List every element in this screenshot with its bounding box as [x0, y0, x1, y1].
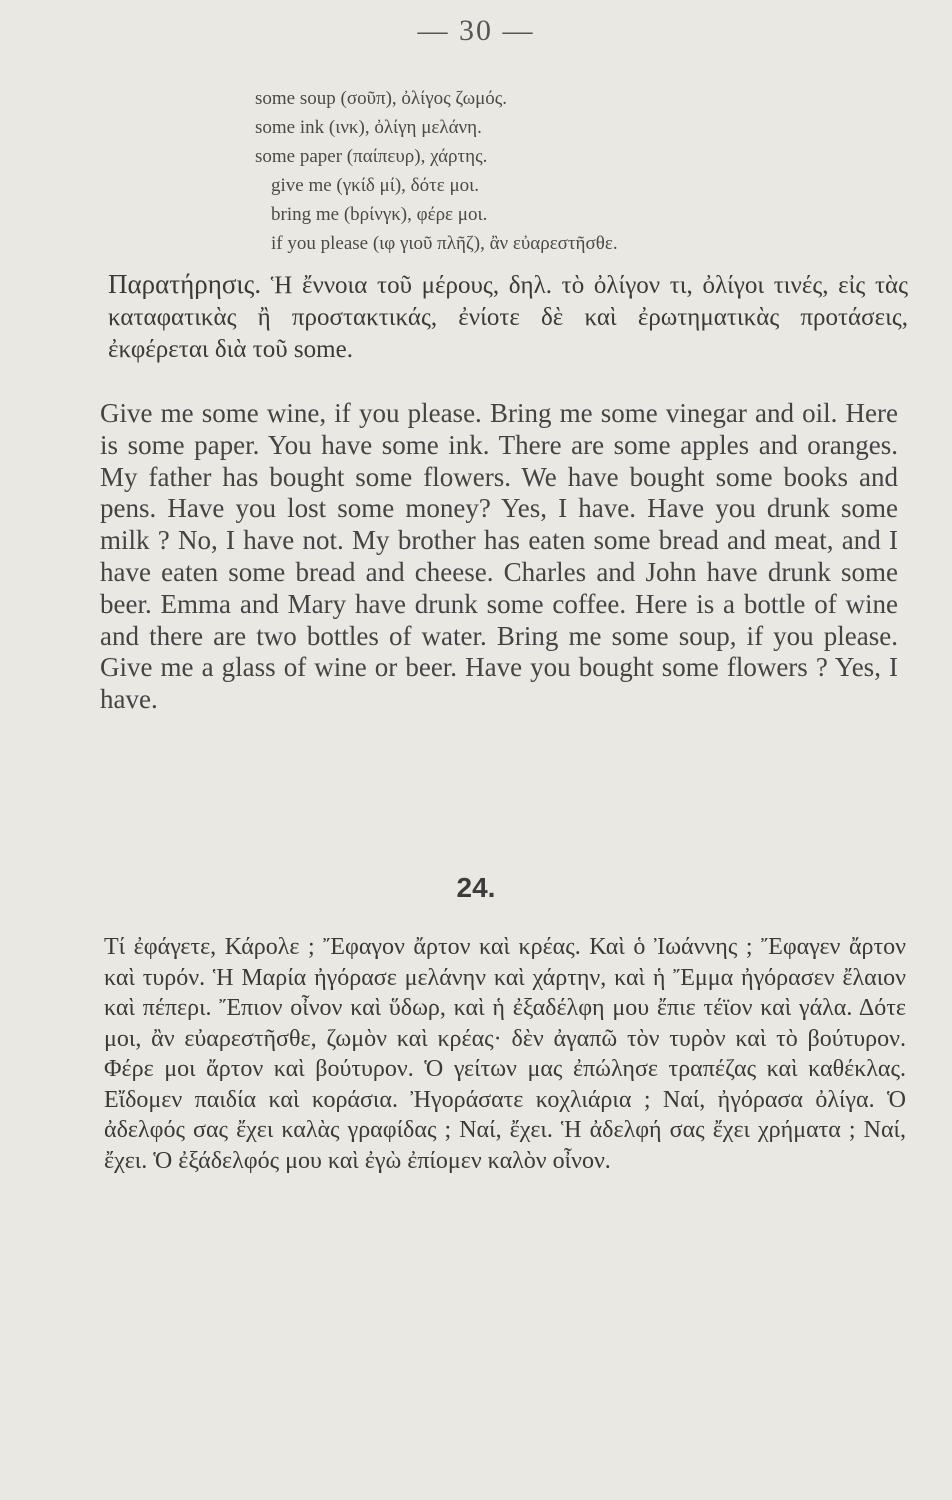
section-number: 24. [456, 872, 496, 903]
note-label: Παρατήρησις. [108, 269, 262, 299]
grammar-note [108, 268, 908, 366]
vocabulary-item: give me (γκίδ μί), δότε μοι. [271, 175, 480, 196]
vocabulary-list [255, 84, 895, 258]
page-number: — 30 — [417, 14, 535, 47]
vocabulary-item: some soup (σοῦπ), ὀλίγος ζωμός. [255, 88, 508, 109]
vocabulary-item: if you please (ιφ γιοῦ πλῆζ), ἂν εὐαρεστῆσθε. [271, 233, 618, 254]
greek-exercise: Τί ἐφάγετε, Κάρολε ; Ἔφαγον ἄρτον καὶ κρέας. Καὶ ὁ Ἰωάννης ; Ἔφαγεν ἄρτον καὶ τυρόν. Ἡ Μαρία ἠγόρασε μελάνην καὶ χάρτην, καὶ ἡ Ἔμμα ἠγόρασεν ἔλαιον καὶ πέπερι. Ἔπιον οἶνον καὶ ὕδωρ, καὶ ἡ ἐξαδέλφη μου ἔπιε τέϊον καὶ γάλα. Δότε μοι, ἂν εὐαρεστῆσθε, ζωμὸν καὶ κρέας· δὲν ἀγαπῶ τὸν τυρὸν καὶ τὸ βούτυρον. Φέρε μοι ἄρτον καὶ βούτυρον. Ὁ γείτων μας ἐπώλησε τραπέζας καὶ καθέκλας. Εἴδομεν παιδία καὶ κοράσια. Ἠγοράσατε κοχλιάρια ; Ναί, ἠγόρασα ὀλίγα. Ὁ ἀδελφός σας ἔχει καλὰς γραφίδας ; Ναί, ἔχει. Ἡ ἀδελφή σας ἔχει χρήματα ; Ναί, ἔχει. Ὁ ἐξάδελφός μου καὶ ἐγὼ ἐπίομεν καλὸν οἶνον. [104, 934, 906, 1174]
vocabulary-item: some paper (παίπευρ), χάρτης. [255, 146, 488, 167]
vocabulary-item: bring me (bρίνγκ), φέρε μοι. [271, 204, 488, 225]
vocabulary-item: some ink (ινκ), ὀλίγη μελάνη. [255, 117, 482, 138]
english-exercise: Give me some wine, if you please. Bring me some vinegar and oil. Here is some paper. You have some ink. There are some apples and oranges. My father has bought some flowers. We have bought some books and pens. Have you lost some money? Yes, I have. Have you drunk some milk ? No, I have not. My brother has eaten some bread and meat, and I have eaten some bread and cheese. Charles and John have drunk some beer. Emma and Mary have drunk some coffee. Here is a bottle of wine and there are two bottles of water. Bring me some soup, if you please. Give me a glass of wine or beer. Have you bought some flowers ? Yes, I have. [100, 398, 898, 715]
note-text: Ἡ ἔννοια τοῦ μέρους, δηλ. τὸ ὀλίγον τι, ὀλίγοι τινές, εἰς τὰς καταφατικὰς ἢ προστακτικάς, ἐνίοτε δὲ καὶ ἐρωτηματικὰς προτάσεις, ἐκφέρεται διὰ τοῦ some. [108, 272, 909, 363]
